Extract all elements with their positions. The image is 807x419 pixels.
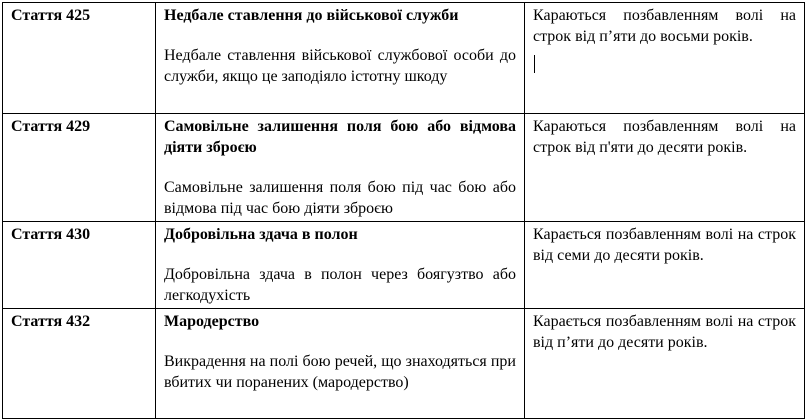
- article-number-cell: [3, 114, 156, 222]
- table-row: [3, 222, 805, 309]
- article-penalty-cell[interactable]: [525, 309, 805, 419]
- article-content-cell: [156, 222, 525, 309]
- article-penalty-cell[interactable]: [525, 114, 805, 222]
- table-row: [3, 114, 805, 222]
- article-number: Стаття 432: [11, 313, 91, 330]
- article-title: Мародерство: [164, 313, 260, 330]
- article-title: Самовільне залишення поля бою або відмова діяти зброєю: [164, 118, 516, 156]
- text-cursor: [534, 55, 535, 73]
- article-number: Стаття 425: [11, 7, 91, 24]
- article-penalty-cell[interactable]: [525, 3, 805, 114]
- article-number-cell: [3, 309, 156, 419]
- article-title: Добровільна здача в полон: [164, 226, 358, 243]
- article-description: Викрадення на полі бою речей, що знаходяться при вбитих чи поранених (мародерство): [164, 353, 516, 391]
- article-number: Стаття 429: [11, 118, 91, 135]
- article-penalty: Карається позбавленням волі на строк від п’яти до десяти років.: [533, 313, 796, 351]
- article-content-cell: [156, 309, 525, 419]
- article-description: Добровільна здача в полон через боягузтво або легкодухість: [164, 266, 516, 304]
- article-penalty: Карається позбавленням волі на строк від семи до десяти років.: [533, 226, 796, 264]
- article-title: Недбале ставлення до військової служби: [164, 7, 459, 24]
- table-row: [3, 3, 805, 114]
- article-penalty-cell[interactable]: [525, 222, 805, 309]
- article-penalty: Караються позбавленням волі на строк від п’яти до восьми років.: [533, 7, 796, 45]
- article-number-cell: [3, 222, 156, 309]
- article-penalty: Караються позбавленням волі на строк від п'яти до десяти років.: [533, 118, 796, 156]
- article-content-cell: [156, 114, 525, 222]
- article-number-cell: [3, 3, 156, 114]
- table-row: [3, 309, 805, 419]
- article-number: Стаття 430: [11, 226, 91, 243]
- article-description: Недбале ставлення військової службової особи до служби, якщо це заподіяло істотну шкоду: [164, 47, 516, 85]
- article-content-cell: [156, 3, 525, 114]
- article-description: Самовільне залишення поля бою під час бою або відмова під час бою діяти зброєю: [164, 179, 516, 217]
- articles-table: [2, 2, 805, 419]
